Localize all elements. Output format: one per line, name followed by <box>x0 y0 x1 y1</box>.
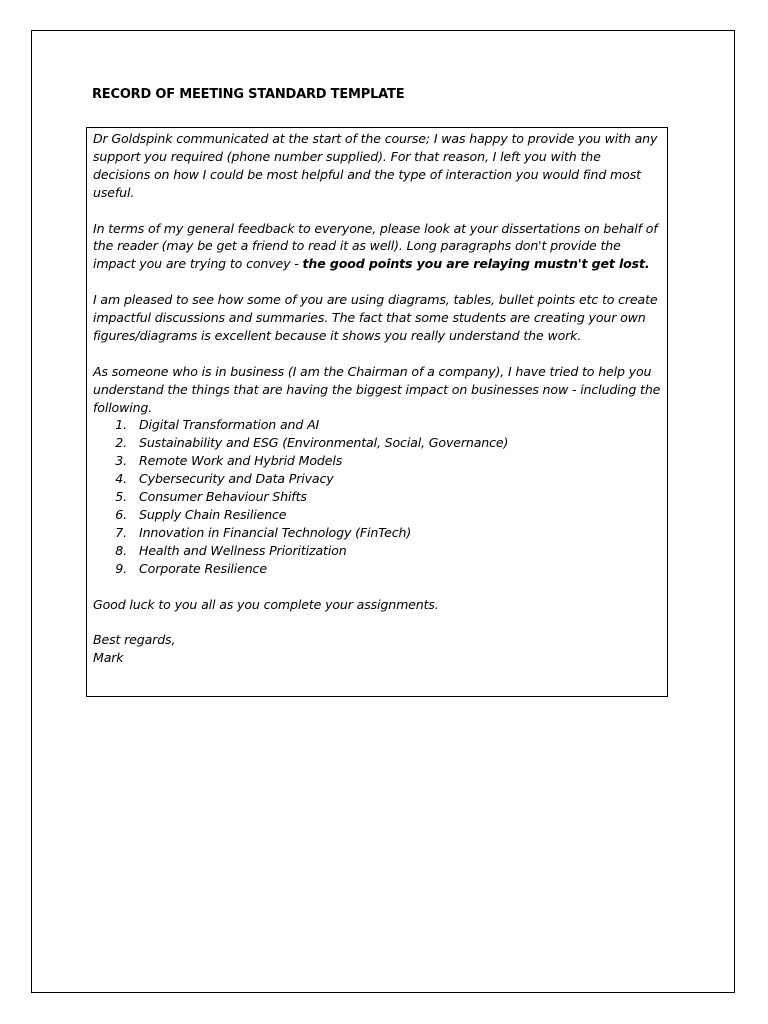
list-item-text: Supply Chain Resilience <box>139 506 287 522</box>
list-item <box>93 452 661 470</box>
paragraph-diagrams: I am pleased to see how some of you are using diagrams, tables, bullet points etc to create impactful discussions and summaries. The fact that some students are creating your own figures/diagrams is excellent because it shows you really understand the work. <box>93 292 658 343</box>
signature-name: Mark <box>93 650 124 666</box>
regards-line: Best regards, <box>93 632 176 648</box>
list-item-text: Remote Work and Hybrid Models <box>139 453 343 469</box>
list-item-number: 8. <box>115 542 127 558</box>
list-item <box>93 488 661 506</box>
list-item-number: 1. <box>115 417 127 433</box>
list-item <box>93 470 661 488</box>
list-item-text: Innovation in Financial Technology (FinTech) <box>139 524 412 540</box>
list-item-number: 7. <box>115 524 127 540</box>
meeting-record-box <box>86 127 668 697</box>
list-item <box>93 416 661 434</box>
business-impact-list <box>93 416 661 577</box>
list-item-text: Health and Wellness Prioritization <box>139 542 347 558</box>
list-item-number: 3. <box>115 453 127 469</box>
list-item-number: 4. <box>115 471 127 487</box>
list-item-text: Digital Transformation and AI <box>139 417 320 433</box>
list-item-number: 6. <box>115 506 127 522</box>
feedback-text: In terms of my general feedback to everyone, please look at your dissertations on behalf of the reader (may be get a friend to read it as well). Long paragraphs don't provide the impact you are trying to convey - <box>93 220 658 272</box>
list-item-text: Cybersecurity and Data Privacy <box>139 471 334 487</box>
list-item <box>93 506 661 524</box>
list-item-number: 2. <box>115 435 127 451</box>
list-item <box>93 542 661 560</box>
paragraph-intro: Dr Goldspink communicated at the start of the course; I was happy to provide you with any support you required (phone number supplied). For that reason, I left you with the decisions on how I could be most helpful and the type of interaction you would find most useful. <box>93 131 658 200</box>
list-item <box>93 524 661 542</box>
list-item-number: 5. <box>115 489 127 505</box>
list-item-text: Sustainability and ESG (Environmental, Social, Governance) <box>139 435 509 451</box>
paragraph-feedback <box>93 220 661 274</box>
feedback-emphasis: the good points you are relaying mustn't get lost. <box>302 256 650 272</box>
list-item-number: 9. <box>115 560 127 576</box>
paragraph-business: As someone who is in business (I am the Chairman of a company), I have tried to help you understand the things that are having the biggest impact on businesses now - including the following. <box>93 363 661 415</box>
list-item <box>93 434 661 452</box>
list-item-text: Consumer Behaviour Shifts <box>139 489 307 505</box>
list-item <box>93 560 661 578</box>
closing-line: Good luck to you all as you complete your assignments. <box>93 596 439 612</box>
list-item-text: Corporate Resilience <box>139 560 267 576</box>
document-title: RECORD OF MEETING STANDARD TEMPLATE <box>92 87 405 102</box>
